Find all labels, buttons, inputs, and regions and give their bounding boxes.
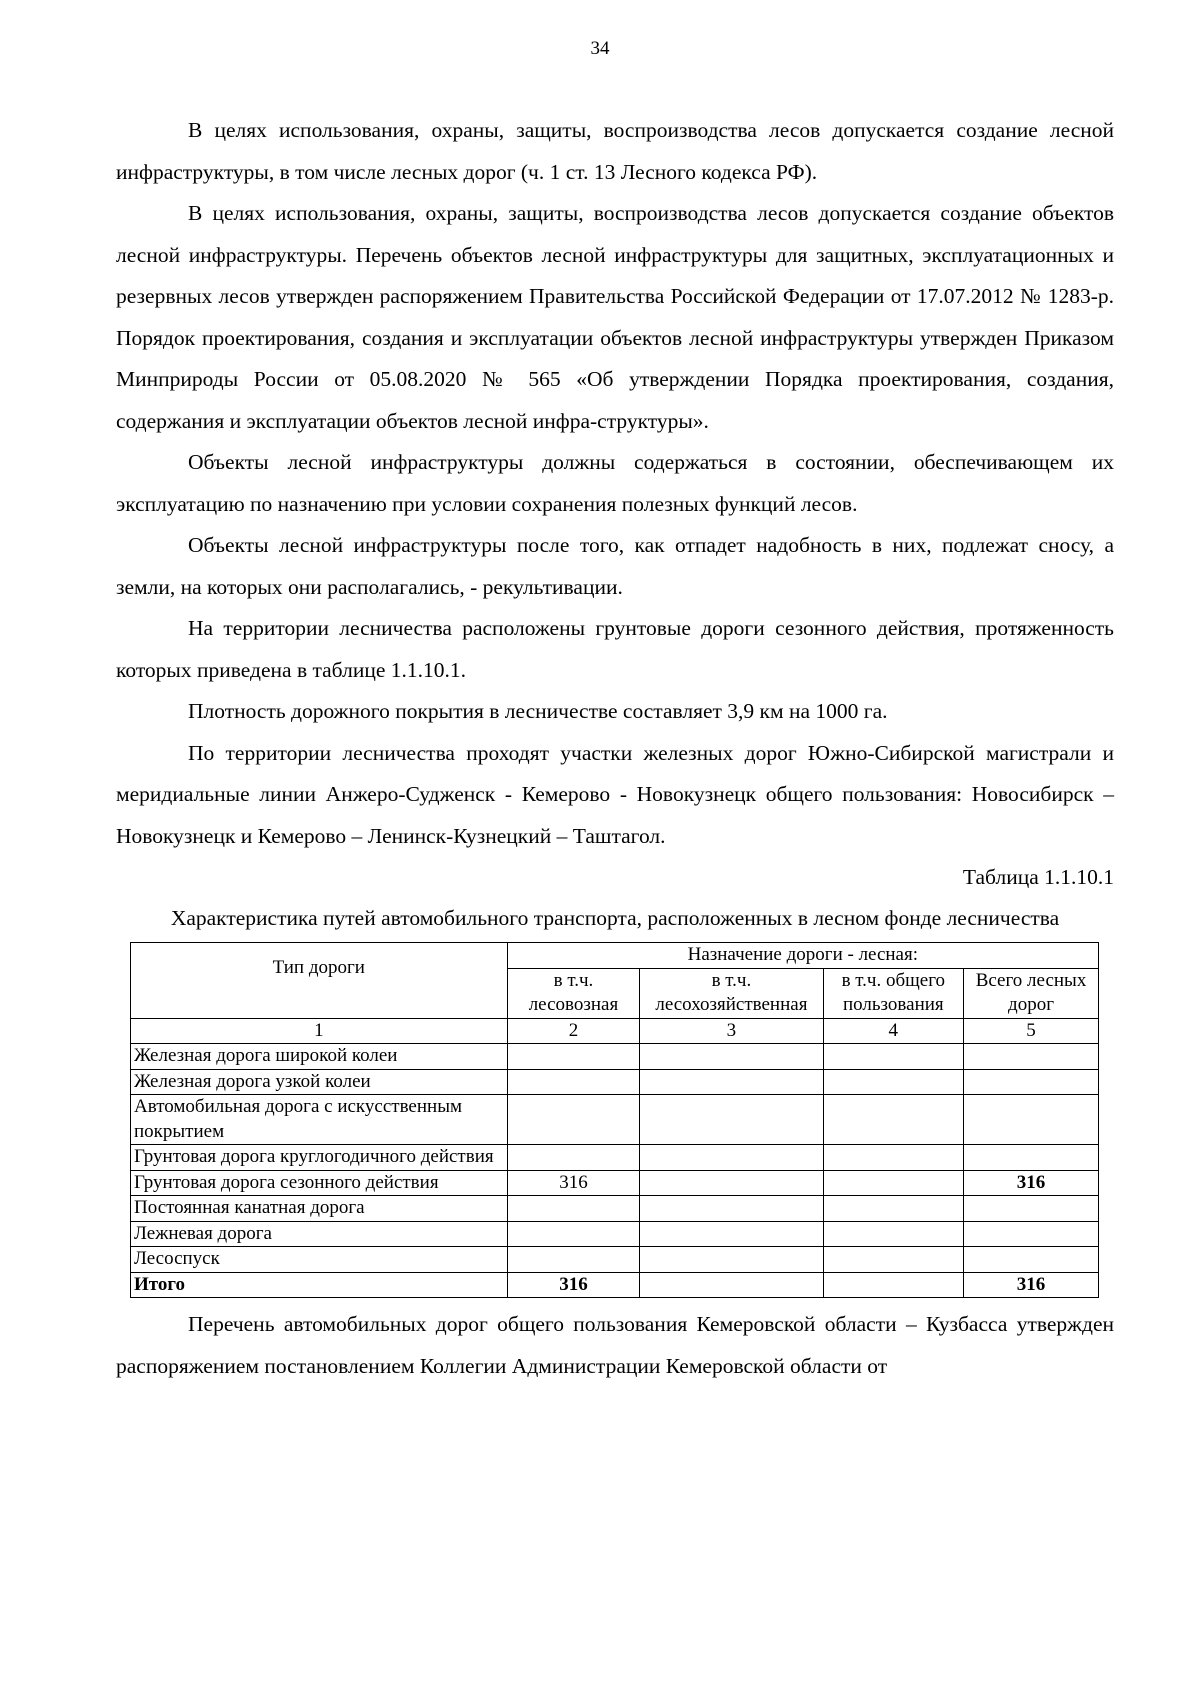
- value-cell: [640, 1247, 823, 1273]
- table-row: [131, 1247, 1099, 1273]
- index-cell: 1: [131, 1018, 508, 1044]
- header-col4: в т.ч. общего пользования: [823, 968, 964, 1018]
- value-cell: [823, 1145, 964, 1171]
- road-type-cell: Автомобильная дорога с искусственным покрытием: [131, 1095, 508, 1145]
- value-cell: 316: [964, 1170, 1099, 1196]
- index-cell: 3: [640, 1018, 823, 1044]
- value-cell: [964, 1069, 1099, 1095]
- value-cell: [964, 1095, 1099, 1145]
- paragraph: Объекты лесной инфраструктуры должны содержаться в состоянии, обеспечивающем их эксплуатацию по назначению при условии сохранения полезных функций лесов.: [116, 450, 1114, 516]
- paragraph: Перечень автомобильных дорог общего пользования Кемеровской области – Кузбасса утвержден распоряжением постановлением Коллегии Администрации Кемеровской области от: [116, 1312, 1114, 1378]
- road-type-cell: Железная дорога узкой колеи: [131, 1069, 508, 1095]
- road-type-cell: Постоянная канатная дорога: [131, 1196, 508, 1222]
- value-cell: [964, 1145, 1099, 1171]
- table-row: [131, 1069, 1099, 1095]
- value-cell: [640, 1044, 823, 1070]
- value-cell: [640, 1095, 823, 1145]
- paragraph: Объекты лесной инфраструктуры после того, как отпадет надобность в них, подлежат сносу, а земли, на которых они располагались, - рекультивации.: [116, 533, 1114, 599]
- paragraph: В целях использования, охраны, защиты, воспроизводства лесов допускается создание объектов лесной инфраструктуры. Перечень объектов лесной инфраструктуры для защитных, эксплуатационных и резервных лесов утвержден распоряжением Правительства Российской Федерации от 17.07.2012 № 1283-р. Порядок проектирования, создания и эксплуатации объектов лесной инфраструктуры утвержден Приказом Минприроды России от 05.08.2020 № 565 «Об утверждении Порядка проектирования, создания, содержания и эксплуатации объектов лесной инфра-структуры».: [116, 201, 1114, 433]
- value-cell: 316: [507, 1170, 640, 1196]
- value-cell: [640, 1272, 823, 1298]
- value-cell: [640, 1170, 823, 1196]
- value-cell: [964, 1221, 1099, 1247]
- page-number: 34: [590, 38, 610, 59]
- table-row: [131, 1196, 1099, 1222]
- value-cell: [507, 1196, 640, 1222]
- road-type-cell: Железная дорога широкой колеи: [131, 1044, 508, 1070]
- value-cell: [507, 1044, 640, 1070]
- paragraph: Плотность дорожного покрытия в лесничестве составляет 3,9 км на 1000 га.: [188, 699, 888, 723]
- table-row: [131, 1044, 1099, 1070]
- table-body: [131, 1044, 1099, 1298]
- value-cell: [823, 1196, 964, 1222]
- index-cell: 2: [507, 1018, 640, 1044]
- value-cell: [507, 1247, 640, 1273]
- value-cell: [507, 1221, 640, 1247]
- table-row: [131, 1095, 1099, 1145]
- value-cell: [823, 1247, 964, 1273]
- road-type-cell: Лежневая дорога: [131, 1221, 508, 1247]
- table-title: Характеристика путей автомобильного транспорта, расположенных в лесном фонде лесничества: [170, 906, 1060, 930]
- road-type-cell: Итого: [131, 1272, 508, 1298]
- header-col3: в т.ч. лесохозяйственная: [640, 968, 823, 1018]
- table-row: [131, 1221, 1099, 1247]
- value-cell: [507, 1069, 640, 1095]
- value-cell: [964, 1044, 1099, 1070]
- value-cell: [640, 1069, 823, 1095]
- value-cell: [823, 1069, 964, 1095]
- road-type-cell: Грунтовая дорога круглогодичного действия: [131, 1145, 508, 1171]
- value-cell: [640, 1196, 823, 1222]
- value-cell: [964, 1247, 1099, 1273]
- value-cell: [507, 1145, 640, 1171]
- value-cell: [823, 1095, 964, 1145]
- table-header-row: [131, 943, 1099, 969]
- value-cell: [507, 1095, 640, 1145]
- value-cell: [640, 1221, 823, 1247]
- document-body: [116, 110, 1114, 1387]
- value-cell: 316: [964, 1272, 1099, 1298]
- value-cell: [823, 1221, 964, 1247]
- paragraph: По территории лесничества проходят участки железных дорог Южно-Сибирской магистрали и меридиальные линии Анжеро-Судженск - Кемерово - Новокузнецк общего пользования: Новосибирск – Новокузнецк и Кемерово – Ленинск-Кузнецкий – Таштагол.: [116, 740, 1114, 848]
- header-road-type: Тип дороги: [131, 943, 508, 1019]
- index-cell: 5: [964, 1018, 1099, 1044]
- roads-table: [130, 942, 1099, 1298]
- value-cell: [823, 1044, 964, 1070]
- paragraph: В целях использования, охраны, защиты, воспроизводства лесов допускается создание лесной инфраструктуры, в том числе лесных дорог (ч. 1 ст. 13 Лесного кодекса РФ).: [116, 118, 1114, 184]
- table-row: [131, 1170, 1099, 1196]
- value-cell: [640, 1145, 823, 1171]
- road-type-cell: Лесоспуск: [131, 1247, 508, 1273]
- table-index-row: [131, 1018, 1099, 1044]
- table-number: Таблица 1.1.10.1: [962, 865, 1114, 889]
- header-col2: в т.ч. лесовозная: [507, 968, 640, 1018]
- table-row: [131, 1145, 1099, 1171]
- index-cell: 4: [823, 1018, 964, 1044]
- value-cell: [823, 1272, 964, 1298]
- paragraph: На территории лесничества расположены грунтовые дороги сезонного действия, протяженность которых приведена в таблице 1.1.10.1.: [116, 616, 1114, 682]
- value-cell: 316: [507, 1272, 640, 1298]
- value-cell: [964, 1196, 1099, 1222]
- value-cell: [823, 1170, 964, 1196]
- road-type-cell: Грунтовая дорога сезонного действия: [131, 1170, 508, 1196]
- header-col5: Всего лесных дорог: [964, 968, 1099, 1018]
- header-group: Назначение дороги - лесная:: [507, 943, 1098, 969]
- table-row: [131, 1272, 1099, 1298]
